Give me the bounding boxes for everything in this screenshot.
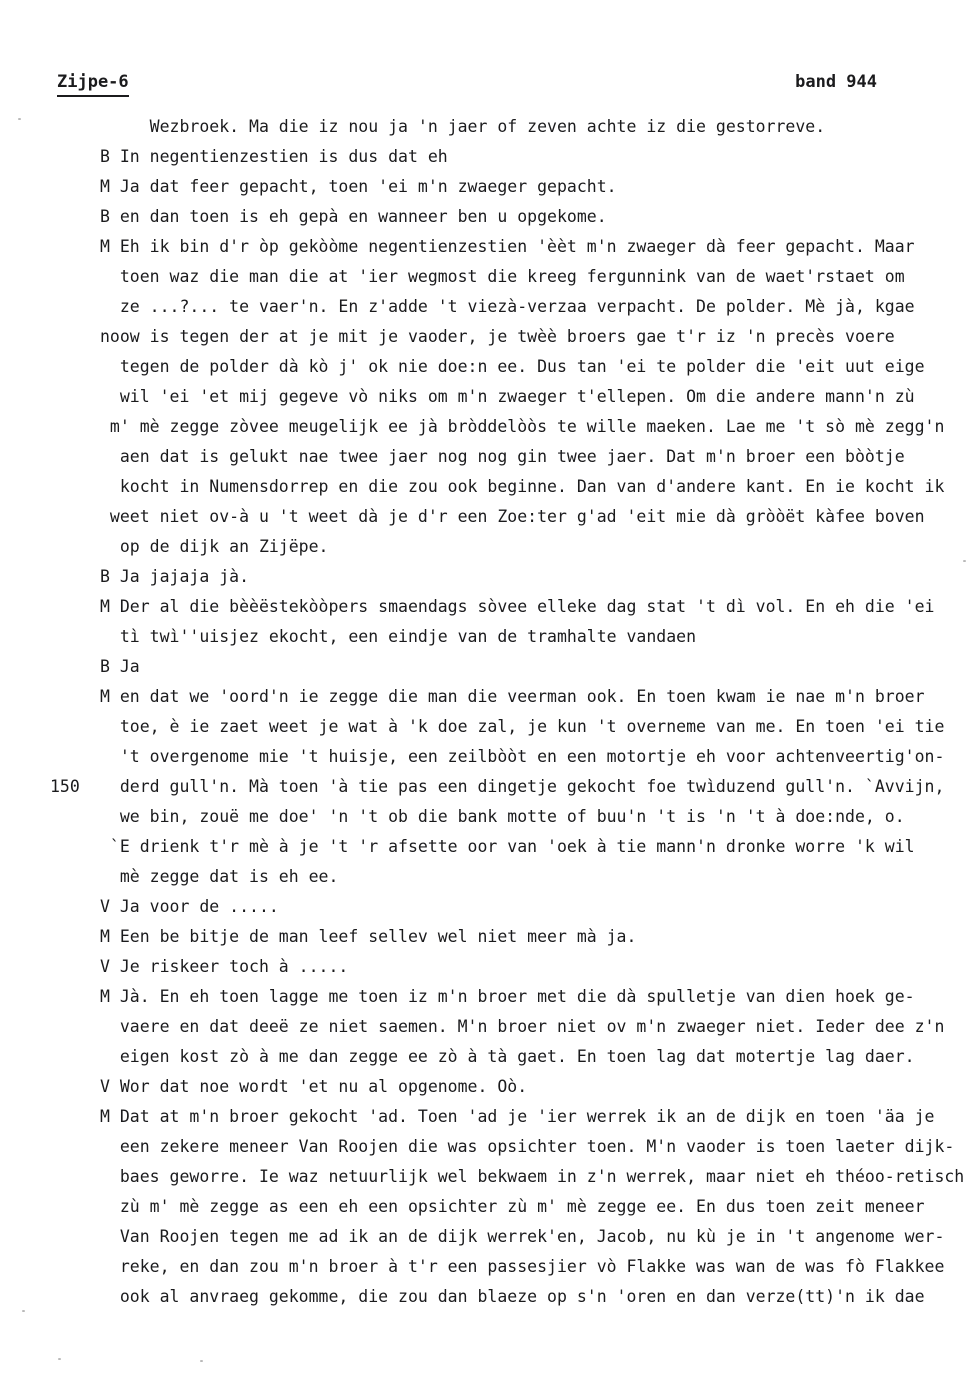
line-text: M en dat we 'oord'n ie zegge die man die veerman ook. En toen kwam ie nae m'n broer <box>100 687 925 706</box>
line-text: we bin, zouë me doe' 'n 't ob die bank motte of buu'n 't is 'n 't à doe:nde, o. <box>100 807 905 826</box>
line-text: B In negentienzestien is dus dat eh <box>100 147 448 166</box>
transcript-line <box>0 772 979 802</box>
transcript-line <box>0 322 979 352</box>
line-number-label <box>0 922 100 952</box>
transcript-line <box>0 982 979 1012</box>
line-number-label <box>0 1282 100 1312</box>
line-number-label <box>0 952 100 982</box>
line-text: aen dat is gelukt nae twee jaer nog nog gin twee jaer. Dat m'n broer een bòòtje <box>100 447 905 466</box>
line-text: tì twì''uisjez ekocht, een eindje van de tramhalte vandaen <box>100 627 697 646</box>
transcript-line <box>0 172 979 202</box>
line-text: zù m' mè zegge as een eh een opsichter zù m' mè zegge ee. En dus toen zeit meneer <box>100 1197 925 1216</box>
line-number-label <box>0 502 100 532</box>
transcript-line <box>0 232 979 262</box>
line-text: ook al anvraeg gekomme, die zou dan blaeze op s'n 'oren en dan verze(tt)'n ik dae <box>100 1287 925 1306</box>
line-number-label <box>0 382 100 412</box>
line-number-label <box>0 292 100 322</box>
transcript-line <box>0 832 979 862</box>
line-number-label <box>0 532 100 562</box>
line-text: M Een be bitje de man leef sellev wel niet meer mà ja. <box>100 927 637 946</box>
line-text: Wezbroek. Ma die iz nou ja 'n jaer of zeven achte iz die gestorreve. <box>100 117 826 136</box>
line-text: op de dijk an Zijëpe. <box>100 537 329 556</box>
line-number-label <box>0 742 100 772</box>
line-number-label <box>0 1072 100 1102</box>
transcript-line <box>0 472 979 502</box>
transcript-line <box>0 1132 979 1162</box>
scan-speck <box>58 1358 61 1360</box>
line-text: B en dan toen is eh gepà en wanneer ben u opgekome. <box>100 207 607 226</box>
transcript-line <box>0 1282 979 1312</box>
line-text: tegen de polder dà kò j' ok nie doe:n ee. Dus tan 'ei te polder die 'eit uut eige <box>100 357 925 376</box>
transcript-line <box>0 652 979 682</box>
scan-speck <box>18 118 21 120</box>
line-number-label <box>0 622 100 652</box>
transcript-line <box>0 352 979 382</box>
line-number-label <box>0 322 100 352</box>
transcript-line <box>0 1042 979 1072</box>
line-number-label <box>0 1132 100 1162</box>
band-label: band 944 <box>795 72 877 92</box>
line-text: M Ja dat feer gepacht, toen 'ei m'n zwaeger gepacht. <box>100 177 617 196</box>
line-text: V Wor dat noe wordt 'et nu al opgenome. Oò. <box>100 1077 528 1096</box>
line-text: een zekere meneer Van Roojen die was opsichter toen. M'n vaoder is toen laeter dijk- <box>100 1137 955 1156</box>
line-text: M Der al die bèèëstekòòpers smaendags sòvee elleke dag stat 't dì vol. En eh die 'ei <box>100 597 935 616</box>
line-text: M Jà. En eh toen lagge me toen iz m'n broer met die dà spulletje van dien hoek ge- <box>100 987 915 1006</box>
transcript-line <box>0 1222 979 1252</box>
transcript-line <box>0 412 979 442</box>
transcript-line <box>0 442 979 472</box>
line-number-label <box>0 832 100 862</box>
line-number-label <box>0 982 100 1012</box>
line-number-label <box>0 112 100 142</box>
transcript-line <box>0 952 979 982</box>
transcript-line <box>0 142 979 172</box>
page-header <box>57 72 877 97</box>
transcript-line <box>0 382 979 412</box>
line-text: B Ja <box>100 657 140 676</box>
document-title: Zijpe-6 <box>57 72 129 97</box>
transcript-line <box>0 1162 979 1192</box>
line-number-label <box>0 1042 100 1072</box>
line-text: `E drienk t'r mè à je 't 'r afsette oor van 'oek à tie mann'n dronke worre 'k wil <box>100 837 915 856</box>
line-text: reke, en dan zou m'n broer à t'r een passesjier vò Flakke was wan de was fò Flakkee <box>100 1257 945 1276</box>
line-number-label <box>0 442 100 472</box>
transcript-line <box>0 262 979 292</box>
line-number-label <box>0 142 100 172</box>
line-number-label <box>0 202 100 232</box>
line-text: weet niet ov-à u 't weet dà je d'r een Zoe:ter g'ad 'eit mie dà gròòët kàfee boven <box>100 507 925 526</box>
line-number-label <box>0 682 100 712</box>
scan-speck <box>963 560 966 562</box>
transcript-line <box>0 1192 979 1222</box>
transcript-line <box>0 1102 979 1132</box>
line-text: wil 'ei 'et mij gegeve vò niks om m'n zwaeger t'ellepen. Om die andere mann'n zù <box>100 387 915 406</box>
line-text: noow is tegen der at je mit je vaoder, je twèè broers gae t'r iz 'n precès voere <box>100 327 895 346</box>
line-text: baes geworre. Ie waz netuurlijk wel bekwaem in z'n werrek, maar niet eh théoo-retisch <box>100 1167 965 1186</box>
line-text: M Eh ik bin d'r òp gekòòme negentienzestien 'èèt m'n zwaeger dà feer gepacht. Maar <box>100 237 915 256</box>
line-number-label <box>0 1162 100 1192</box>
line-text: eigen kost zò à me dan zegge ee zò à tà gaet. En toen lag dat motertje lag daer. <box>100 1047 915 1066</box>
transcript-line <box>0 922 979 952</box>
line-text: M Dat at m'n broer gekocht 'ad. Toen 'ad je 'ier werrek ik an de dijk en toen 'äa je <box>100 1107 935 1126</box>
line-number-label <box>0 1102 100 1132</box>
transcript-line <box>0 682 979 712</box>
line-number-label <box>0 862 100 892</box>
line-number-label <box>0 652 100 682</box>
line-text: mè zegge dat is eh ee. <box>100 867 339 886</box>
line-text: m' mè zegge zòvee meugelijk ee jà bròddelòòs te wille maeken. Lae me 't sò mè zegg'n <box>100 417 945 436</box>
transcript-line <box>0 1252 979 1282</box>
transcript-line <box>0 622 979 652</box>
transcript-line <box>0 862 979 892</box>
line-text: V Je riskeer toch à ..... <box>100 957 349 976</box>
transcript-line <box>0 112 979 142</box>
line-text: derd gull'n. Mà toen 'à tie pas een dingetje gekocht foe twìduzend gull'n. `Avvijn, <box>100 777 945 796</box>
line-text: toe, è ie zaet weet je wat à 'k doe zal, je kun 't overneme van me. En toen 'ei tie <box>100 717 945 736</box>
line-text: V Ja voor de ..... <box>100 897 279 916</box>
line-number-label <box>0 232 100 262</box>
line-number-label <box>0 1222 100 1252</box>
line-number-label <box>0 262 100 292</box>
transcript-line <box>0 592 979 622</box>
line-number-label <box>0 472 100 502</box>
line-number-label <box>0 592 100 622</box>
line-number-label <box>0 802 100 832</box>
scan-speck <box>22 1310 25 1312</box>
line-text: kocht in Numensdorrep en die zou ook beginne. Dan van d'andere kant. En ie kocht ik <box>100 477 945 496</box>
line-text: 't overgenome mie 't huisje, een zeilbòòt en een motortje eh voor achtenveertig'on- <box>100 747 945 766</box>
transcript-line <box>0 1012 979 1042</box>
transcript-line <box>0 202 979 232</box>
line-number-label <box>0 352 100 382</box>
transcript-line <box>0 292 979 322</box>
line-number-label <box>0 412 100 442</box>
transcript-line <box>0 712 979 742</box>
line-text: toen waz die man die at 'ier wegmost die kreeg fergunnink van de waet'rstaet om <box>100 267 905 286</box>
line-text: ze ...?... te vaer'n. En z'adde 't viezà-verzaa verpacht. De polder. Mè jà, kgae <box>100 297 915 316</box>
line-text: B Ja jajaja jà. <box>100 567 250 586</box>
transcript-line <box>0 892 979 922</box>
transcript <box>0 112 979 1312</box>
line-number-label <box>0 712 100 742</box>
line-number-label <box>0 1192 100 1222</box>
transcript-line <box>0 532 979 562</box>
line-number-label <box>0 892 100 922</box>
line-number-label <box>0 562 100 592</box>
line-text: Van Roojen tegen me ad ik an de dijk werrek'en, Jacob, nu kù je in 't angenome wer- <box>100 1227 945 1246</box>
line-number-label: 150 <box>50 777 80 796</box>
transcript-line <box>0 562 979 592</box>
transcript-line <box>0 1072 979 1102</box>
line-number-label <box>0 1012 100 1042</box>
line-number-label <box>0 172 100 202</box>
scan-speck <box>200 1360 203 1362</box>
transcript-line <box>0 502 979 532</box>
transcript-line <box>0 742 979 772</box>
transcript-line <box>0 802 979 832</box>
line-number-label <box>0 1252 100 1282</box>
line-text: vaere en dat deeë ze niet saemen. M'n broer niet ov m'n zwaeger niet. Ieder dee z'n <box>100 1017 945 1036</box>
